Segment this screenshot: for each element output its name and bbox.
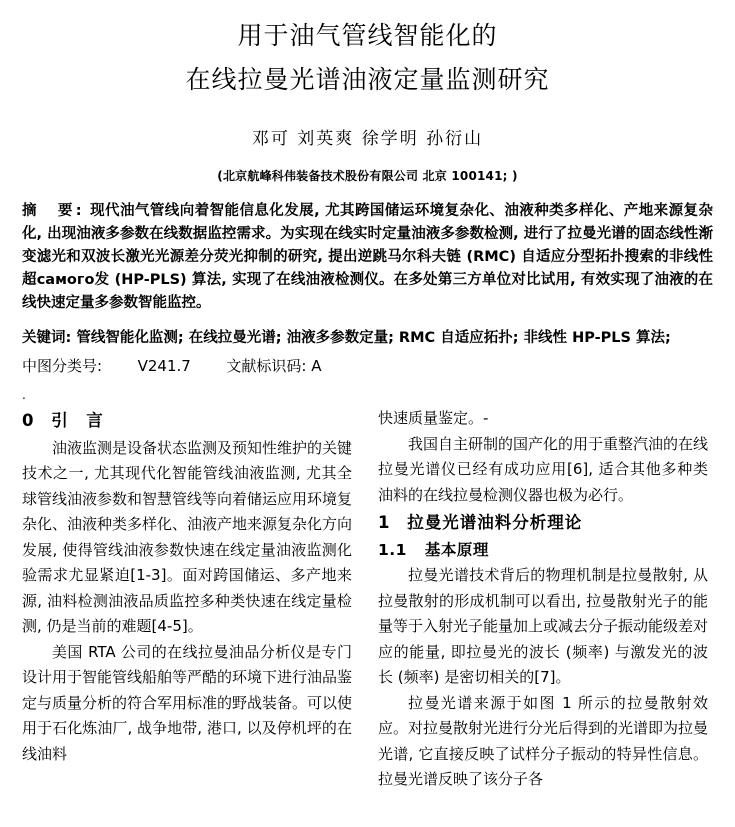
section-heading-1: [378, 510, 708, 536]
section-0-number: 0: [22, 411, 35, 430]
paper-title: [22, 14, 713, 102]
right-paragraph-3: 拉曼光谱来源于如图 1 所示的拉曼散射效应。对拉曼散射光进行分光后得到的光谱即为拉曼光谱, 它直接反映了试样分子振动的特异性信息。拉曼光谱反映了该分子各: [378, 693, 709, 788]
keywords-text: 管线智能化监测; 在线拉曼光谱; 油液多参数定量; RMC 自适应拓扑; 非线性 HP-PLS 算法;: [76, 330, 671, 346]
keywords-block: [22, 327, 713, 350]
section-1-1-title: 基本原理: [424, 540, 489, 559]
left-column: [22, 406, 352, 793]
author-list: 邓可 刘英爽 徐学明 孙衍山: [251, 129, 484, 149]
dot-marker: .: [22, 388, 26, 402]
body-columns: [22, 406, 713, 793]
doc-id-label: 文献标识码:: [226, 357, 307, 375]
keywords-label: 关键词:: [22, 330, 72, 346]
abstract-label: 摘 要:: [22, 203, 85, 219]
abstract-text: 现代油气管线向着智能信息化发展, 尤其跨国储运环境复杂化、油液种类多样化、产地来源复杂化, 出现油液多参数在线数据监控需求。为实现在线实时定量油液多参数检测, 进行了拉曼光谱的固态线性渐变滤光和双波长激光光源差分荧光抑制的研究, 提出逆跳马尔科夫链 (RMC) 自适应分型拓扑搜索的非线性超самого发 (HP-PLS) 算法, 实现了在线油液检测仪。在多处第三方单位对比试用, 有效实现了油液的在线快速定量多参数智能监控。: [22, 203, 713, 311]
right-lead-text: 快速质量鉴定。-: [378, 409, 489, 427]
section-heading-0: [22, 408, 352, 434]
title-line-2: 在线拉曼光谱油液定量监测研究: [185, 65, 550, 94]
section-1-title: 拉曼光谱油料分析理论: [407, 513, 583, 532]
abstract-block: [22, 200, 713, 315]
title-line-1: 用于油气管线智能化的: [237, 21, 498, 50]
doc-id-value: A: [311, 357, 322, 375]
left-paragraph-2: 美国 RTA 公司的在线拉曼油品分析仪是专门设计用于智能管线船舶等严酷的环境下进行油品鉴定与质量分析的符合军用标准的野战装备。可以使用于石化炼油厂, 战争地带, 港口, 以及停机坪的在线油料: [22, 642, 353, 763]
section-0-title: 引 言: [51, 411, 104, 430]
section-1-number: 1: [378, 513, 391, 532]
class-number-label: 中图分类号:: [22, 357, 103, 375]
section-heading-1-1: [378, 538, 708, 564]
right-paragraph-2: 拉曼光谱技术背后的物理机制是拉曼散射, 从拉曼散射的形成机制可以看出, 拉曼散射光子的能量等于入射光子能量加上或减去分子振动能级差对应的能量, 即拉曼光的波长 (频率) 与激发光的波长 (频率) 是密切相关的[7]。: [378, 566, 709, 686]
right-paragraph-1: 我国自主研制的国产化的用于重整汽油的在线拉曼光谱仪已经有成功应用[6], 适合其他多种类油料的在线拉曼检测仪器也极为必行。: [378, 434, 709, 504]
affiliation: (北京航峰科伟装备技术股份有限公司 北京 100141; ): [217, 169, 518, 183]
left-paragraph-1: 油液监测是设备状态监测及预知性维护的关键技术之一, 尤其现代化智能管线油液监测, 尤其全球管线油液参数和智慧管线等向着储运应用环境复杂化、油液种类多样化、油液产地来源复杂化方向发展, 使得管线油液参数快速在线定量油液监测化验需求尤显紧迫[1-3]。面对跨国储运、多产地来源, 油料检测油液品质监控多种类快速在线定量检测, 仍是当前的难题[4-5]。: [22, 438, 353, 635]
class-number-value: V241.7: [137, 357, 191, 375]
section-1-1-number: 1.1: [378, 540, 407, 559]
right-column: [378, 406, 708, 793]
classification-line: [22, 354, 713, 378]
